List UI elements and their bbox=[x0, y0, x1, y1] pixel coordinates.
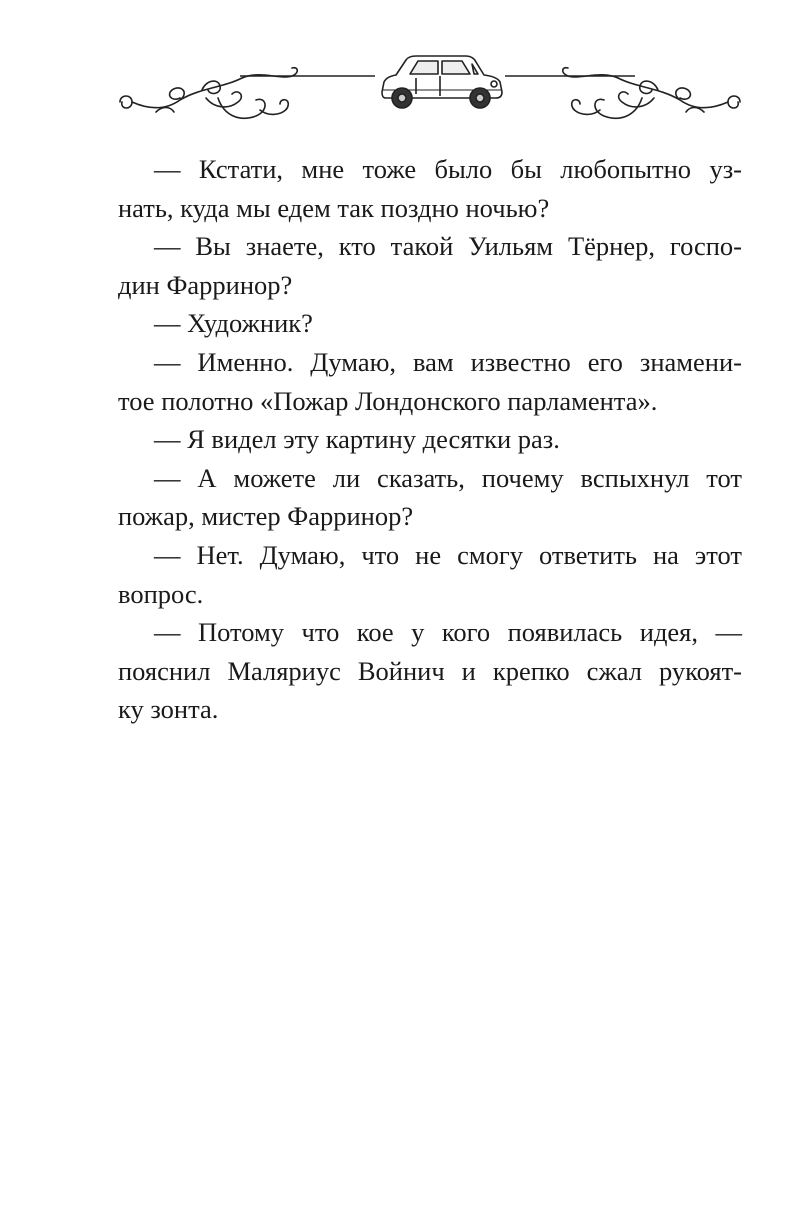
text-line: пояснил Маляриус Войнич и крепко сжал рукоят- bbox=[118, 655, 742, 686]
right-flourish-icon bbox=[563, 68, 740, 119]
header-ornament bbox=[110, 40, 750, 140]
text-line: ку зонта. bbox=[118, 694, 219, 725]
text-line: — Я видел эту картину десятки раз. bbox=[154, 424, 560, 455]
text-line: — Художник? bbox=[154, 308, 313, 339]
text-line: — Именно. Думаю, вам известно его знамени- bbox=[154, 346, 742, 377]
text-line: — Нет. Думаю, что не смогу ответить на этот bbox=[154, 539, 742, 570]
text-line: тое полотно «Пожар Лондонского парламента». bbox=[118, 385, 658, 416]
text-line: дин Фарринор? bbox=[118, 269, 293, 300]
text-line: вопрос. bbox=[118, 578, 204, 609]
text-line: — Потому что кое у кого появилась идея, — bbox=[154, 617, 742, 648]
car-icon bbox=[382, 56, 502, 108]
left-flourish-icon bbox=[120, 68, 297, 119]
text-line: — А можете ли сказать, почему вспыхнул тот bbox=[154, 462, 742, 493]
text-line: нать, куда мы едем так поздно ночью? bbox=[118, 192, 550, 223]
page-text bbox=[118, 150, 742, 729]
ornament-svg bbox=[110, 40, 750, 140]
text-line: — Кстати, мне тоже было бы любопытно уз- bbox=[154, 154, 742, 184]
text-line: — Вы знаете, кто такой Уильям Тёрнер, госпо- bbox=[154, 231, 742, 262]
text-line: пожар, мистер Фарринор? bbox=[118, 501, 414, 532]
